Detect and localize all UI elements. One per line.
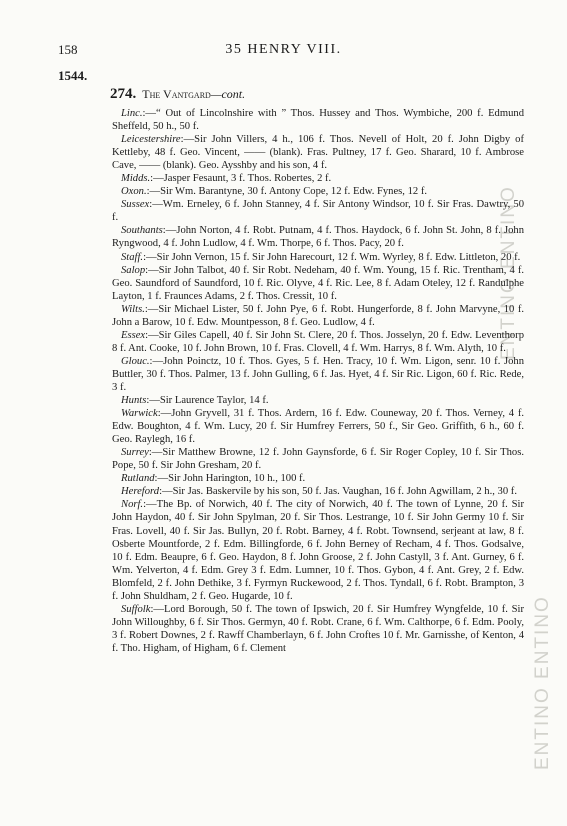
county-entries: :—John Gryvell, 31 f. Thos. Ardern, 16 f. Edw. Couneway, 20 f. Thos. Verney, 4 f. Edw. Boughton, 4 f. Wm. Lucy, 20 f. Sir Humfrey Ferrers, 50 f., Sir Geo. Griffith, 6 h., 60 f. Geo. Raylegh, 16 f. bbox=[112, 408, 524, 446]
year-margin-note: 1544. bbox=[58, 68, 88, 83]
county-paragraph bbox=[112, 446, 524, 472]
county-entries: :—Sir John Harington, 10 h., 100 f. bbox=[154, 473, 306, 485]
running-head bbox=[0, 42, 567, 62]
county-name: Warwick bbox=[121, 408, 158, 420]
county-paragraph bbox=[112, 198, 524, 224]
county-name: Essex bbox=[121, 329, 146, 341]
county-entries: :—Sir John Villers, 4 h., 106 f. Thos. Nevell of Holt, 20 f. John Digby of Kettleby, 48 f. Geo. Vincent, —— (blank). Fras. Pultney, 17 f. Geo. Sharard, 10 f. Ambrose Cave, —— (blank). Geo. Aysshby and his son, 4 f. bbox=[112, 134, 524, 172]
page-number: 158 bbox=[58, 42, 78, 57]
county-name: Midds. bbox=[121, 173, 151, 185]
county-entries: :—Sir Laurence Taylor, 14 f. bbox=[146, 395, 269, 407]
county-name: Leicestershire bbox=[121, 134, 181, 146]
county-entries: :—Lord Borough, 50 f. The town of Ipswich, 20 f. Sir Humfrey Wyngfelde, 10 f. Sir John Willoughby, 6 f. Sir Thos. Germyn, 40 f. Robt. Crane, 6 f. Wm. Calthorpe, 6 f. Edm. Pooly, 3 f. Robert Downes, 2 f. Rawff Chamberlayn, 6 f. John Croftes 10 f. Mr. Garnisshe, of Kenton, 4 f. Tho. Higham, of Higham, 6 f. Clement bbox=[112, 603, 524, 654]
county-paragraph bbox=[112, 472, 524, 485]
county-entries: :—Wm. Erneley, 6 f. John Stanney, 4 f. Sir Antony Windsor, 10 f. Sir Fras. Dawtry, 50 f. bbox=[112, 199, 524, 224]
county-entries: :—Sir Jas. Baskervile by his son, 50 f. Jas. Vaughan, 16 f. John Agwillam, 2 h., 30 f. bbox=[159, 486, 517, 498]
county-paragraph bbox=[112, 355, 524, 394]
county-entries: :—Sir Matthew Browne, 12 f. John Gaynsforde, 6 f. Sir Roger Copley, 10 f. Sir Thos. Pope, 50 f. Sir John Gresham, 20 f. bbox=[112, 447, 524, 472]
county-name: Hereford bbox=[121, 486, 160, 498]
county-paragraph bbox=[112, 303, 524, 329]
county-paragraph bbox=[112, 224, 524, 250]
county-name: Suffolk bbox=[121, 603, 151, 615]
county-name: Norf. bbox=[121, 499, 144, 511]
county-entries: :—Sir John Talbot, 40 f. Sir Robt. Nedeham, 40 f. Wm. Young, 15 f. Ric. Trentham, 4 f. Geo. Saundford of Saundford, 10 f. Ric. Olyve, 4 f. Ric. Lee, 8 f. Adam Oteley, 12 f. Randulphe Layton, 1 f. Fraunces Adams, 2 f. Thos. Cressit, 10 f. bbox=[112, 264, 524, 302]
county-entries: :—Sir Giles Capell, 40 f. Sir John St. Clere, 20 f. Thos. Josselyn, 20 f. Edw. Leventhorp 8 f. Ant. Cooke, 10 f. John Brown, 10 f. Fras. Clovell, 4 f. Wm. Harrys, 8 f. Wm. Alyth, 10 f. bbox=[112, 329, 524, 354]
entry-continued-mark: —cont. bbox=[210, 87, 246, 101]
county-paragraph bbox=[112, 107, 524, 133]
county-paragraph bbox=[112, 264, 524, 303]
bleed-through-watermark: ENTINO ENTINO ENTINO ENTINO bbox=[498, 185, 553, 770]
county-name: Wilts. bbox=[121, 303, 145, 315]
entry-title: The Vantgard bbox=[142, 87, 211, 101]
entry-number: 274. bbox=[110, 86, 137, 102]
county-entries: :—Sir John Vernon, 15 f. Sir John Harecourt, 12 f. Wm. Wyrley, 8 f. Edw. Littleton, 20 f. bbox=[143, 251, 521, 263]
county-name: Rutland bbox=[121, 473, 155, 485]
county-entries: :—Sir Wm. Barantyne, 30 f. Antony Cope, 12 f. Edw. Fynes, 12 f. bbox=[146, 186, 428, 198]
county-entries: :—Jasper Fesaunt, 3 f. Thos. Robertes, 2 f. bbox=[150, 173, 332, 185]
county-paragraph bbox=[112, 603, 524, 655]
county-entries: :—“ Out of Lincolnshire with ” Thos. Hussey and Thos. Wymbiche, 200 f. Edmund Sheffeld, 50 h., 50 f. bbox=[112, 108, 524, 133]
entry-heading bbox=[110, 86, 245, 103]
county-name: Staff. bbox=[121, 251, 144, 263]
county-entries: :—John Norton, 4 f. Robt. Putnam, 4 f. Thos. Haydock, 6 f. John St. John, 8 f. John Ryngwood, 4 f. John Ludlow, 4 f. Wm. Thorpe, 6 f. Thos. Pacy, 20 f. bbox=[112, 225, 524, 250]
county-name: Glouc. bbox=[121, 355, 150, 367]
reign-title: 35 HENRY VIII. bbox=[225, 42, 342, 57]
muster-list bbox=[112, 107, 524, 655]
county-entries: :—Sir Michael Lister, 50 f. John Pye, 6 f. Robt. Hungerforde, 8 f. John Marvyne, 10 f. John a Barow, 10 f. Edw. Mountpesson, 8 f. Geo. Ludlow, 4 f. bbox=[112, 303, 524, 328]
county-paragraph bbox=[112, 185, 524, 198]
county-name: Sussex bbox=[121, 199, 150, 211]
county-name: Hunts bbox=[121, 395, 147, 407]
county-paragraph bbox=[112, 485, 524, 498]
county-name: Surrey bbox=[121, 447, 149, 459]
county-name: Southants bbox=[121, 225, 163, 237]
county-entries: :—John Poinctz, 10 f. Thos. Gyes, 5 f. Hen. Tracy, 10 f. Wm. Ligon, senr. 10 f. John Buttler, 30 f. Thos. Palmer, 13 f. John Gulling, 6 f. Jas. Hyet, 4 f. Sir Ric. Ligon, 60 f. Ric. Rede, 3 f. bbox=[112, 355, 524, 393]
county-name: Linc. bbox=[121, 108, 143, 119]
county-paragraph bbox=[112, 251, 524, 264]
county-name: Oxon. bbox=[121, 186, 147, 198]
county-entries: :—The Bp. of Norwich, 40 f. The city of Norwich, 40 f. The town of Lynne, 20 f. Sir John Haydon, 40 f. Sir John Spylman, 20 f. Sir Thos. Lestrange, 10 f. Sir John Germy 10 f. Sir Fras. Lovell, 40 f. Sir Jas. Bullyn, 20 f. Robt. Barney, 4 f. Robt. Townsend, serjeant at law, 8 f. Osberte Mountforde, 2 f. Edm. Billingforde, 6 f. John Berney of Recham, 4 f. Thos. Godsalve, 10 f. Edm. Beaupre, 6 f. Geo. Haydon, 8 f. John Groose, 2 f. John Castyll, 3 f. Ant. Gurney, 6 f. Wm. Yelverton, 4 f. Edm. Grey 3 f. Edm. Lumner, 10 f. Thos. Gybon, 4 f. Ant. Grey, 2 f. Edw. Blomfeld, 2 f. John Dethike, 3 f. Fyrmyn Ruckewood, 2 f. Thos. Tyndall, 6 f. Robt. Brampton, 3 f. John Shuldham, 2 f. Geo. Hugarde, 10 f. bbox=[112, 499, 524, 602]
county-paragraph bbox=[112, 394, 524, 407]
county-paragraph bbox=[112, 329, 524, 355]
county-paragraph bbox=[112, 133, 524, 172]
county-name: Salop bbox=[121, 264, 146, 276]
county-paragraph bbox=[112, 498, 524, 602]
county-paragraph bbox=[112, 172, 524, 185]
county-paragraph bbox=[112, 407, 524, 446]
